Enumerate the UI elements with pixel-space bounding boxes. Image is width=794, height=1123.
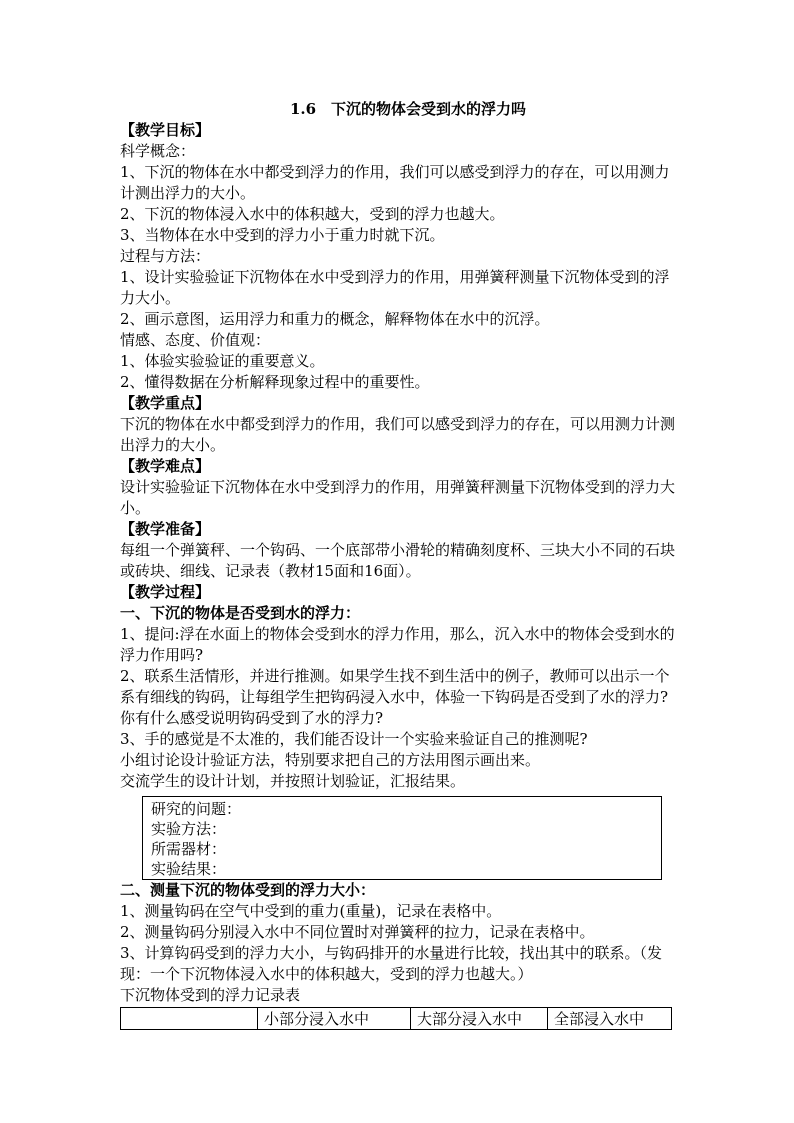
box-item: 实验结果：	[151, 860, 227, 878]
table-header-cell: 大部分浸入水中	[411, 1008, 548, 1030]
table-header-row	[121, 1008, 672, 1030]
part2-item: 1、测量钩码在空气中受到的重力(重量)，记录在表格中。	[120, 902, 502, 920]
table-header-cell: 小部分浸入水中	[258, 1008, 411, 1030]
key-text: 下沉的物体在水中都受到浮力的作用，我们可以感受到浮力的存在，可以用测力计测出浮力的大小。	[120, 415, 676, 454]
table-header-cell	[121, 1008, 258, 1030]
process-item: 1、设计实验验证下沉物体在水中受到浮力的作用，用弹簧秤测量下沉物体受到的浮力大小。	[120, 268, 670, 307]
emotion-item: 2、懂得数据在分析解释现象过程中的重要性。	[120, 373, 430, 391]
emotion-label: 情感、态度、价值观：	[120, 331, 271, 349]
part1-heading: 一、下沉的物体是否受到水的浮力：	[120, 604, 361, 622]
goals-heading: 【教学目标】	[120, 121, 211, 139]
table-title: 下沉物体受到的浮力记录表	[120, 986, 301, 1004]
prep-text: 每组一个弹簧秤、一个钩码、一个底部带小滑轮的精确刻度杯、三块大小不同的石块或砖块、细线、记录表（教材15面和16面）。	[120, 541, 676, 580]
process-label: 过程与方法：	[120, 247, 211, 265]
part1-item: 交流学生的设计计划，并按照计划验证，汇报结果。	[120, 772, 466, 790]
emotion-item: 1、体验实验验证的重要意义。	[120, 352, 325, 370]
box-item: 实验方法：	[151, 820, 227, 838]
concept-item: 3、当物体在水中受到的浮力小于重力时就下沉。	[120, 226, 445, 244]
concept-item: 2、下沉的物体浸入水中的体积越大，受到的浮力也越大。	[120, 205, 505, 223]
concept-item: 1、下沉的物体在水中都受到浮力的作用，我们可以感受到浮力的存在，可以用测力计测出浮力的大小。	[120, 163, 670, 202]
document-title: 1.6 下沉的物体会受到水的浮力吗	[289, 100, 527, 118]
document-page	[120, 98, 676, 1030]
part1-item: 3、手的感觉是不太准的，我们能否设计一个实验来验证自己的推测呢?	[120, 730, 588, 748]
part2-item: 2、测量钩码分别浸入水中不同位置时对弹簧秤的拉力，记录在表格中。	[120, 923, 595, 941]
part1-item: 1、提问:浮在水面上的物体会受到水的浮力作用，那么，沉入水中的物体会受到水的浮力作用吗?	[120, 625, 675, 664]
concept-label: 科学概念：	[120, 142, 196, 160]
buoyancy-record-table	[120, 1007, 672, 1030]
difficulty-heading: 【教学难点】	[120, 457, 211, 475]
part2-heading: 二、测量下沉的物体受到的浮力大小：	[120, 881, 376, 899]
box-item: 所需器材：	[151, 840, 227, 858]
part1-item: 2、联系生活情形，并进行推测。如果学生找不到生活中的例子，教师可以出示一个系有细线的钩码，让每组学生把钩码浸入水中，体验一下钩码是否受到了水的浮力?你有什么感受说明钩码受到了水的浮力?	[120, 667, 670, 727]
difficulty-text: 设计实验验证下沉物体在水中受到浮力的作用，用弹簧秤测量下沉物体受到的浮力大小。	[120, 478, 676, 517]
process-heading: 【教学过程】	[120, 583, 211, 601]
experiment-plan-box	[142, 796, 662, 880]
part1-item: 小组讨论设计验证方法，特别要求把自己的方法用图示画出来。	[120, 751, 541, 769]
key-heading: 【教学重点】	[120, 394, 211, 412]
prep-heading: 【教学准备】	[120, 520, 211, 538]
process-item: 2、画示意图，运用浮力和重力的概念，解释物体在水中的沉浮。	[120, 310, 550, 328]
table-header-cell: 全部浸入水中	[548, 1008, 672, 1030]
box-item: 研究的问题：	[151, 800, 242, 818]
part2-item: 3、计算钩码受到的浮力大小，与钩码排开的水量进行比较，找出其中的联系。（发现：一个下沉物体浸入水中的体积越大，受到的浮力也越大。）	[120, 944, 663, 983]
